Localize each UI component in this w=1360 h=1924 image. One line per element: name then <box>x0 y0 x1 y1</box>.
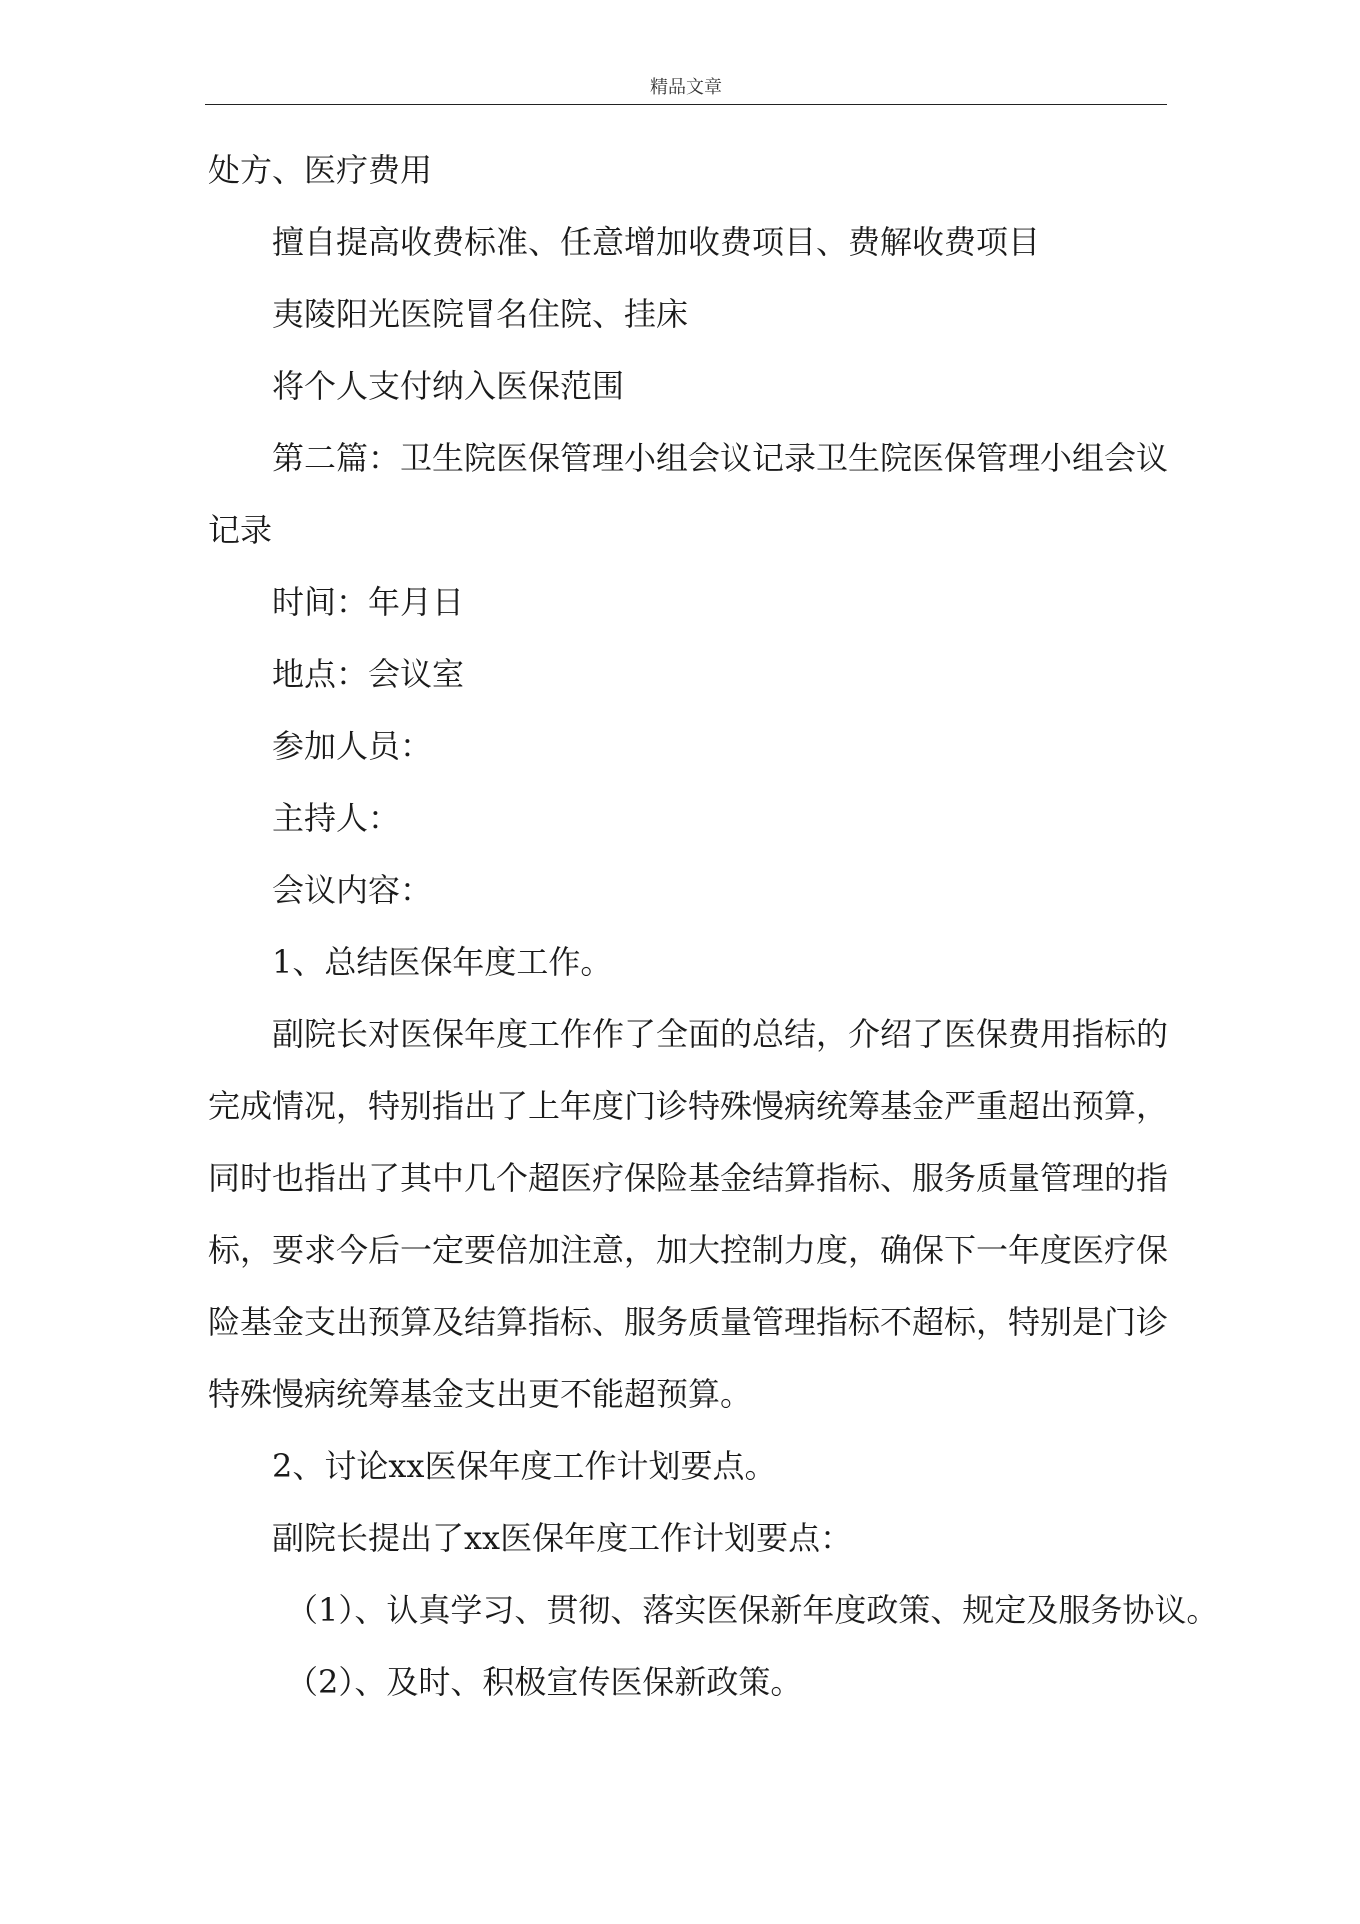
paragraph-line: 标，要求今后一定要倍加注意，加大控制力度，确保下一年度医疗保 <box>208 1231 1169 1269</box>
paragraph-line: 同时也指出了其中几个超医疗保险基金结算指标、服务质量管理的指 <box>208 1159 1169 1197</box>
header-title: 精品文章 <box>650 77 722 98</box>
paragraph-line: 险基金支出预算及结算指标、服务质量管理指标不超标，特别是门诊 <box>208 1303 1169 1341</box>
text-line: 处方、医疗费用 <box>208 151 433 189</box>
meeting-host: 主持人： <box>272 799 401 837</box>
paragraph-line: 特殊慢病统筹基金支出更不能超预算。 <box>208 1375 753 1413</box>
section-heading: 第二篇：卫生院医保管理小组会议记录卫生院医保管理小组会议 <box>272 439 1169 477</box>
meeting-location: 地点：会议室 <box>272 655 465 693</box>
text-line: 夷陵阳光医院冒名住院、挂床 <box>272 295 689 333</box>
agenda-item-2: 2、讨论xx医保年度工作计划要点。 <box>272 1447 777 1485</box>
section-heading-continued: 记录 <box>208 511 273 549</box>
plan-point-1: （1）、认真学习、贯彻、落实医保新年度政策、规定及服务协议。 <box>286 1591 1219 1629</box>
text-line: 擅自提高收费标准、任意增加收费项目、费解收费项目 <box>272 223 1041 261</box>
page-header <box>205 74 1167 105</box>
meeting-content-label: 会议内容： <box>272 871 433 909</box>
meeting-time: 时间：年月日 <box>272 583 465 621</box>
plan-point-2: （2）、及时、积极宣传医保新政策。 <box>286 1663 803 1701</box>
agenda-item-1: 1、总结医保年度工作。 <box>272 943 613 981</box>
text-line: 将个人支付纳入医保范围 <box>272 367 625 405</box>
meeting-attendees: 参加人员： <box>272 727 433 765</box>
paragraph-line: 副院长提出了xx医保年度工作计划要点： <box>272 1519 853 1557</box>
paragraph-line: 副院长对医保年度工作作了全面的总结，介绍了医保费用指标的 <box>272 1015 1169 1053</box>
paragraph-line: 完成情况，特别指出了上年度门诊特殊慢病统筹基金严重超出预算， <box>208 1087 1169 1125</box>
